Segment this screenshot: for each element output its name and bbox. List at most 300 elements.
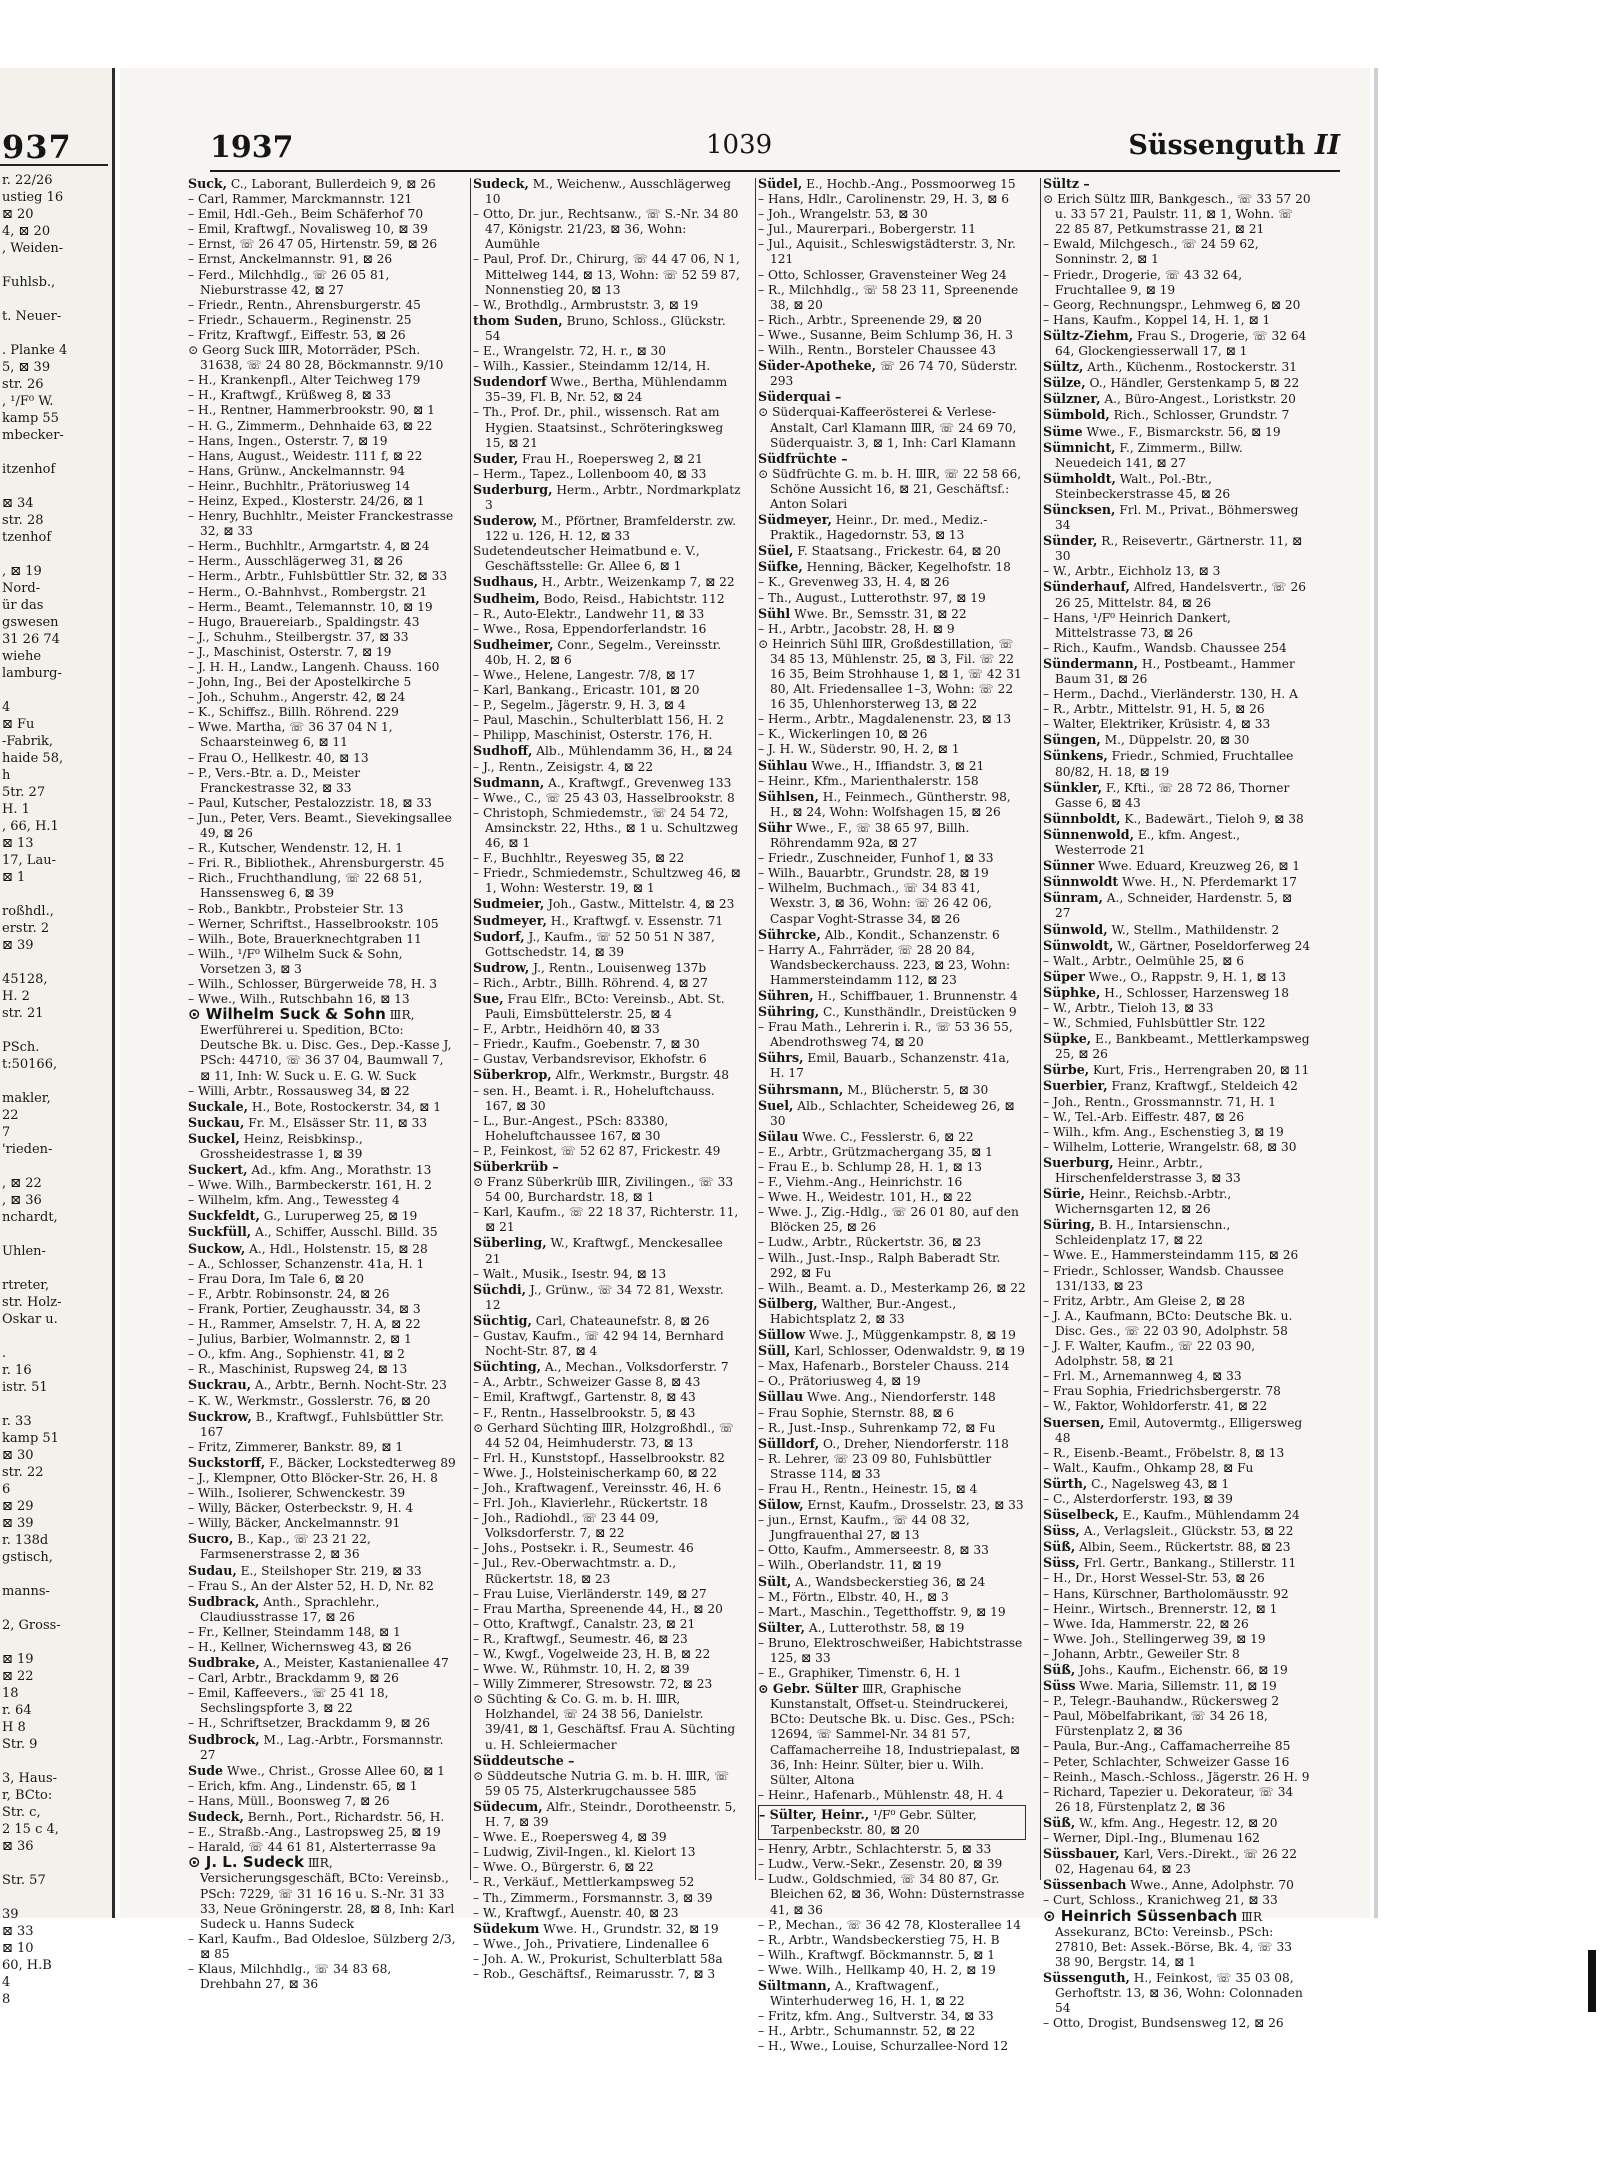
- entry-text: – Wilh., Oberlandstr. 11, ⊠ 19: [758, 1558, 942, 1573]
- directory-entry: [758, 1160, 1026, 1175]
- directory-entry: [473, 1481, 741, 1496]
- directory-entry: [758, 1129, 1026, 1145]
- directory-entry: [473, 1906, 741, 1921]
- entry-text: Wwe. J., Müggenkampstr. 8, ⊠ 19: [805, 1328, 1016, 1343]
- directory-entry: [473, 359, 741, 374]
- directory-entry: [1043, 1662, 1311, 1678]
- directory-entry: [188, 176, 456, 192]
- entry-text: – Harry A., Fahrräder, ☏ 28 20 84, Wandsbeckerchauss. 223, ⊠ 23, Wohn: Hammersteindamm 112, ⊠ 23: [758, 942, 1011, 987]
- entry-text: F., Zimmerm., Billw. Neuedeich 141, ⊠ 27: [1055, 440, 1243, 470]
- directory-entry: [758, 176, 1026, 192]
- entry-text: – Wwe. H., Weidestr. 101, H., ⊠ 22: [758, 1190, 973, 1205]
- entry-surname: Suckale,: [188, 1098, 248, 1114]
- entry-text: H., Kraftwgf. v. Essenstr. 71: [546, 913, 724, 928]
- directory-entry: [473, 1769, 741, 1799]
- directory-entry: [1043, 1078, 1311, 1094]
- entry-surname: Suersen,: [1043, 1414, 1105, 1430]
- directory-entry: [758, 389, 1026, 405]
- directory-entry: [473, 1022, 741, 1037]
- entry-text: – Paul, Maschin., Schulterblatt 156, H. 2: [473, 713, 724, 728]
- entry-text: G., Luruperweg 25, ⊠ 19: [259, 1209, 418, 1224]
- entry-text: – Rob., Geschäftsf., Reimarusstr. 7, ⊠ 3: [473, 1966, 716, 1981]
- entry-text: Ernst, Kaufm., Drosselstr. 23, ⊠ 33: [803, 1498, 1024, 1513]
- directory-entry: [473, 207, 741, 252]
- entry-text: M., Düppelstr. 20, ⊠ 30: [1100, 733, 1250, 748]
- entry-surname: Süß,: [1043, 1662, 1076, 1677]
- directory-entry: [473, 929, 741, 960]
- directory-entry: [188, 1855, 456, 1931]
- entry-surname: Sühl: [758, 605, 791, 621]
- entry-text: – Frl. M., Arnemannweg 4, ⊠ 33: [1043, 1369, 1242, 1384]
- directory-entry: [1043, 1617, 1311, 1632]
- entry-text: – Frau Math., Lehrerin i. R., ☏ 53 36 55, Abendrothsweg 74, ⊠ 20: [758, 1020, 1013, 1050]
- entry-surname: Süß,: [1043, 1539, 1076, 1555]
- directory-entry: [758, 1389, 1026, 1405]
- directory-entry: [758, 820, 1026, 851]
- directory-entry: [1043, 1632, 1311, 1647]
- entry-text: H., Postbeamt., Hammer Baum 31, ⊠ 26: [1055, 656, 1295, 686]
- directory-entry: [188, 313, 456, 328]
- column-2: [473, 176, 741, 1981]
- directory-entry: [1043, 1217, 1311, 1248]
- directory-entry: [473, 1159, 741, 1175]
- header-roman-numeral: II: [1314, 130, 1340, 161]
- directory-entry: [473, 1390, 741, 1405]
- directory-entry: [1043, 375, 1311, 391]
- entry-text: – Fritz, Kraftwgf., Eiffestr. 53, ⊠ 26: [188, 327, 406, 342]
- entry-text: – R., Arbtr., Mittelstr. 91, H. 5, ⊠ 26: [1043, 702, 1265, 717]
- entry-text: – Wwe. E., Roepersweg 4, ⊠ 39: [473, 1830, 667, 1845]
- directory-entry: [188, 328, 456, 343]
- entry-text: H., Schlosser, Harzensweg 18: [1100, 985, 1289, 1000]
- entry-text: – Heinr., Wirtsch., Brennerstr. 12, ⊠ 1: [1043, 1601, 1278, 1616]
- entry-text: – F., Arbtr. Robinsonstr. 24, ⊠ 26: [188, 1286, 390, 1301]
- entry-surname: Suckfeldt,: [188, 1208, 260, 1224]
- entry-text: – R., Arbtr., Wandsbeckerstieg 75, H. B: [758, 1932, 1000, 1947]
- directory-entry: [188, 539, 456, 554]
- entry-text: – Peter, Schlachter, Schweizer Gasse 16: [1043, 1754, 1290, 1769]
- directory-entry: [188, 1794, 456, 1809]
- directory-entry: [188, 977, 456, 992]
- directory-entry: [758, 237, 1026, 267]
- entry-text: – Wwe. Martha, ☏ 36 37 04 N 1, Schaarsteinweg 6, ⊠ 11: [188, 720, 393, 750]
- entry-surname: Sühren,: [758, 987, 814, 1003]
- entry-text: Wwe. Eduard, Kreuzweg 26, ⊠ 1: [1094, 859, 1301, 874]
- entry-text: – Otto, Kraftwgf., Canalstr. 23, ⊠ 21: [473, 1616, 696, 1631]
- entry-text: Wwe., Bertha, Mühlendamm 35–39, Fl. B, Nr. 52, ⊠ 24: [485, 375, 728, 405]
- entry-surname: Sürie,: [1043, 1186, 1086, 1202]
- entry-surname: Südecum,: [473, 1798, 543, 1814]
- directory-entry: [1043, 1140, 1311, 1155]
- entry-text: – W., Faktor, Wohldorferstr. 41, ⊠ 22: [1043, 1399, 1268, 1414]
- entry-text: – Wwe. O., Bürgerstr. 6, ⊠ 22: [473, 1860, 654, 1875]
- directory-entry: [188, 1131, 456, 1162]
- entry-surname: Sültz-Ziehm,: [1043, 327, 1134, 343]
- entry-surname: Süchtig,: [473, 1312, 532, 1328]
- entry-text: W., Kraftwgf., Menckesallee 21: [485, 1236, 723, 1266]
- entry-surname: Süll,: [758, 1343, 791, 1359]
- entry-text: – Th., Prof. Dr., phil., wissensch. Rat am Hygien. Staatsinst., Schröteringksweg 15, ⊠ 21: [473, 405, 724, 450]
- directory-entry: [758, 1978, 1026, 2009]
- directory-entry: [1043, 1877, 1311, 1893]
- entry-text: – Herm., Dachd., Vierländerstr. 130, H. A: [1043, 687, 1298, 702]
- entry-text: – Jul., Maurerpari., Bobergerstr. 11: [758, 222, 976, 237]
- entry-text: Alb., Kondit., Schanzenstr. 6: [820, 927, 1000, 942]
- directory-entry: [1043, 1739, 1311, 1754]
- directory-entry: [188, 1317, 456, 1332]
- left-page-header-rule: [0, 164, 108, 166]
- entry-text: – Bruno, Elektroschweißer, Habichtstrasse 125, ⊠ 33: [758, 1635, 1023, 1665]
- entry-text: – Wwe., Wilh., Rutschbahn 16, ⊠ 13: [188, 992, 410, 1007]
- entry-text: Ad., kfm. Ang., Morathstr. 13: [247, 1163, 432, 1178]
- directory-entry: [758, 1513, 1026, 1543]
- entry-surname: Südmeyer,: [758, 512, 832, 528]
- entry-text: – Joh., Wrangelstr. 53, ⊠ 30: [758, 207, 928, 222]
- directory-entry: [473, 683, 741, 698]
- directory-entry: [1043, 533, 1311, 564]
- entry-text: – Wwe. Joh., Stellingerweg 39, ⊠ 19: [1043, 1631, 1266, 1646]
- directory-entry: [758, 1452, 1026, 1482]
- directory-entry: [1043, 1587, 1311, 1602]
- entry-surname: Süssenbach: [1043, 1877, 1127, 1893]
- entry-text: – Wilh., Bote, Brauerknechtgraben 11: [188, 931, 422, 946]
- entry-surname: ⊙ Heinrich Süssenbach: [1043, 1906, 1238, 1925]
- entry-text: – W., Schmied, Fuhlsbüttler Str. 122: [1043, 1016, 1266, 1031]
- directory-entry: [1043, 1369, 1311, 1384]
- directory-entry: [188, 1501, 456, 1516]
- directory-entry: [758, 283, 1026, 313]
- directory-entry: [758, 543, 1026, 559]
- entry-text: – Friedr., Drogerie, ☏ 43 32 64, Fruchtallee 9, ⊠ 19: [1043, 267, 1243, 297]
- entry-text: C., Laborant, Bullerdeich 9, ⊠ 26: [227, 177, 436, 191]
- entry-text: Emil, Bauarb., Schanzenstr. 41a, H. 17: [770, 1051, 1010, 1081]
- directory-entry: [1043, 440, 1311, 471]
- directory-entry: [758, 1681, 1026, 1788]
- entry-surname: ⊙ J. L. Sudeck: [188, 1853, 305, 1872]
- entry-surname: Sudhaus,: [473, 574, 539, 590]
- entry-text: – Reinh., Masch.-Schloss., Jägerstr. 26 H. 9: [1043, 1769, 1310, 1784]
- directory-entry: [188, 1625, 456, 1640]
- directory-entry: [188, 841, 456, 856]
- entry-text: – A., Schlosser, Schanzenstr. 41a, H. 1: [188, 1256, 425, 1271]
- entry-surname: Suerburg,: [1043, 1154, 1114, 1170]
- directory-entry: [473, 806, 741, 851]
- entry-text: A., Meister, Kastanienallee 47: [259, 1656, 449, 1671]
- entry-text: – Rob., Bankbtr., Probsteier Str. 13: [188, 901, 404, 916]
- entry-text: – O., kfm. Ang., Sophienstr. 41, ⊠ 2: [188, 1347, 405, 1362]
- entry-surname: Sührcke,: [758, 926, 821, 942]
- entry-text: – Joh., Schuhm., Angerstr. 42, ⊠ 24: [188, 690, 406, 705]
- directory-entry: [758, 1082, 1026, 1098]
- directory-entry: [188, 1377, 456, 1393]
- entry-text: – Joh., Rentn., Grossmannstr. 71, H. 1: [1043, 1094, 1276, 1109]
- directory-entry: [473, 1845, 741, 1860]
- entry-text: ⊙ Südfrüchte G. m. b. H. ⅢR, ☏ 22 58 66, Schöne Aussicht 16, ⊠ 21, Geschäftsf.: Anton Solari: [758, 466, 1022, 511]
- directory-entry: [473, 1677, 741, 1692]
- column-4: [1043, 176, 1311, 2031]
- directory-entry: [188, 1962, 456, 1992]
- entry-surname: thom Suden,: [473, 312, 563, 328]
- directory-entry: [1043, 268, 1311, 298]
- entry-surname: Sühlau: [758, 757, 808, 773]
- entry-text: – Paul, Möbelfabrikant, ☏ 34 26 18, Fürstenplatz 2, ⊠ 36: [1043, 1709, 1268, 1739]
- directory-entry: [473, 1921, 741, 1937]
- entry-surname: Suder,: [473, 450, 519, 466]
- directory-entry: [473, 622, 741, 637]
- directory-entry: [473, 252, 741, 297]
- directory-entry: [758, 405, 1026, 450]
- directory-entry: [1043, 298, 1311, 313]
- directory-entry: [758, 2039, 1026, 2054]
- entry-text: – Wwe. W., Rühmstr. 10, H. 2, ⊠ 39: [473, 1662, 690, 1677]
- directory-entry: [473, 1602, 741, 1617]
- entry-text: Heinz, Reisbkinsp., Grossheidestrasse 1, ⊠ 39: [200, 1131, 363, 1161]
- directory-entry: [188, 554, 456, 569]
- entry-text: – Rich., Arbtr., Billh. Röhrend. 4, ⊠ 27: [473, 975, 708, 990]
- entry-text: Frau S., Drogerie, ☏ 32 64 64, Glockengiesserwall 17, ⊠ 1: [1055, 328, 1307, 359]
- entry-text: – H. G., Zimmerm., Dehnhaide 63, ⊠ 22: [188, 418, 433, 433]
- entry-surname: Süder-Apotheke,: [758, 358, 877, 374]
- directory-entry: [473, 1860, 741, 1875]
- entry-text: – Wwe., Susanne, Beim Schlump 36, H. 3: [758, 327, 1014, 342]
- entry-text: – Hans, Hdlr., Carolinenstr. 29, H. 3, ⊠ 6: [758, 192, 1009, 207]
- entry-text: E., Kaufm., Mühlendamm 24: [1118, 1508, 1300, 1523]
- entry-text: – Frau E., b. Schlump 28, H. 1, ⊠ 13: [758, 1160, 983, 1174]
- entry-surname: Sünderhauf,: [1043, 579, 1130, 595]
- entry-surname: Suckfüll,: [188, 1224, 252, 1240]
- directory-entry: [758, 866, 1026, 881]
- directory-entry: [758, 1327, 1026, 1343]
- entry-text: – Fri. R., Bibliothek., Ahrensburgerstr. 45: [188, 856, 445, 871]
- directory-entry: [188, 449, 456, 464]
- entry-text: – Wwe. E., Hammersteindamm 115, ⊠ 26: [1043, 1248, 1299, 1263]
- column-divider: [1040, 178, 1041, 1880]
- entry-text: – Paul, Prof. Dr., Chirurg, ☏ 44 47 06, N 1, Mittelweg 144, ⊠ 13, Wohn: ☏ 52 59 87, Nonnenstieg 20, ⊠ 13: [473, 252, 740, 297]
- directory-entry: [1043, 1461, 1311, 1476]
- directory-entry: [473, 451, 741, 467]
- entry-surname: Süngen,: [1043, 732, 1101, 748]
- directory-entry: [1043, 732, 1311, 748]
- directory-entry: [1043, 1476, 1311, 1492]
- entry-text: ⊙ Gerhard Süchting ⅢR, Holzgroßhdl., ☏ 44 52 04, Heimhuderstr. 73, ⊠ 13: [473, 1420, 735, 1450]
- entry-text: Bruno, Schloss., Glückstr. 54: [485, 313, 726, 343]
- directory-entry: [1043, 1095, 1311, 1110]
- entry-text: – Rich., Kaufm., Wandsb. Chaussee 254: [1043, 640, 1287, 655]
- directory-entry: [473, 298, 741, 313]
- entry-text: – Friedr., Schauerm., Reginenstr. 25: [188, 312, 412, 327]
- entry-surname: Sümholdt,: [1043, 470, 1116, 486]
- column-3: [758, 176, 1026, 2054]
- entry-text: – Wwe., Helene, Langestr. 7/8, ⊠ 17: [473, 668, 696, 682]
- entry-surname: Suel,: [758, 1097, 794, 1113]
- entry-text: C., Kunsthändlr., Dreistücken 9: [819, 1005, 1017, 1020]
- directory-entry: [188, 1099, 456, 1115]
- entry-text: E., Steilshoper Str. 219, ⊠ 33: [236, 1563, 422, 1578]
- entry-surname: ⊙ Wilhelm Suck & Sohn: [188, 1005, 386, 1024]
- entry-text: – Herm., Arbtr., Magdalenenstr. 23, ⊠ 13: [758, 712, 1012, 727]
- directory-entry: [473, 1952, 741, 1967]
- directory-entry: [188, 1347, 456, 1362]
- directory-entry: [758, 2024, 1026, 2039]
- directory-entry: [1043, 938, 1311, 954]
- directory-entry: [1043, 1016, 1311, 1031]
- directory-entry: [1043, 780, 1311, 811]
- entry-text: – Fr., Kellner, Steindamm 148, ⊠ 1: [188, 1624, 401, 1639]
- directory-entry: [188, 1686, 456, 1716]
- entry-text: J., Grünw., ☏ 34 72 81, Wexstr. 12: [485, 1282, 724, 1312]
- directory-entry: [473, 913, 741, 929]
- entry-text: – Friedr., Schlosser, Wandsb. Chaussee 131/133, ⊠ 23: [1043, 1263, 1284, 1293]
- entry-surname: Sülter,: [758, 1619, 805, 1635]
- directory-entry: [758, 343, 1026, 358]
- directory-entry: [188, 585, 456, 600]
- entry-text: ⅢR, Graphische Kunstanstalt, Offset-u. Steindruckerei, BCto: Deutsche Bk. u. Disc. Ges., PSch: 12694, ☏ Sammel-Nr. 34 81 57, Caffamacherreihe 18, Industriepalast, ⊠ 36, Inh: Heinr. Sülter, bier u. Wilh. Sülter, Altona: [770, 1682, 1020, 1787]
- directory-entry: [758, 1406, 1026, 1421]
- directory-entry: [1043, 237, 1311, 267]
- directory-entry: [758, 512, 1026, 543]
- entry-text: M., Blücherstr. 5, ⊠ 30: [843, 1082, 989, 1097]
- directory-entry: [758, 268, 1026, 283]
- entry-text: O., Dreher, Niendorferstr. 118: [819, 1436, 1009, 1451]
- entry-text: – Hugo, Brauereiarb., Spaldingstr. 43: [188, 614, 420, 629]
- entry-text: Wwe. Maria, Sillemstr. 11, ⊠ 19: [1075, 1679, 1277, 1694]
- entry-text: Alb., Schlachter, Scheideweg 26, ⊠ 30: [770, 1098, 1015, 1128]
- entry-text: Conr., Segelm., Vereinsstr. 40b, H. 2, ⊠ 6: [485, 637, 722, 667]
- entry-text: – John, Ing., Bei der Apostelkirche 5: [188, 675, 412, 690]
- entry-text: – F., Arbtr., Heidhörn 40, ⊠ 33: [473, 1022, 660, 1037]
- directory-entry: [1043, 1110, 1311, 1125]
- directory-entry: [473, 591, 741, 607]
- entry-text: – W., Kwgf., Vogelweide 23, H. B, ⊠ 22: [473, 1647, 711, 1661]
- entry-text: – Frau Dora, Im Tale 6, ⊠ 20: [188, 1271, 364, 1286]
- directory-entry: [1043, 328, 1311, 359]
- entry-text: ⊙ Süddeutsche Nutria G. m. b. H. ⅢR, ☏ 59 05 75, Alsterkrugchaussee 585: [473, 1768, 730, 1798]
- directory-entry: [188, 1362, 456, 1377]
- entry-surname: Sudendorf: [473, 374, 547, 390]
- directory-entry: [1043, 656, 1311, 687]
- entry-text: – Wilh., Isolierer, Schwenckestr. 39: [188, 1486, 406, 1501]
- directory-entry: [758, 622, 1026, 637]
- entry-text: – Wilhelm, Buchmach., ☏ 34 83 41, Wexstr. 3, ⊠ 36, Wohn: ☏ 26 42 06, Caspar Voght-Strasse 34, ⊠ 26: [758, 881, 992, 926]
- directory-entry: [188, 509, 456, 539]
- entry-surname: Sülzner,: [1043, 391, 1101, 407]
- directory-entry: [1043, 1571, 1311, 1586]
- entry-text: – Fritz, Zimmerer, Bankstr. 89, ⊠ 1: [188, 1439, 404, 1454]
- directory-entry: [188, 932, 456, 947]
- entry-text: – A., Arbtr., Schweizer Gasse 8, ⊠ 43: [473, 1375, 701, 1390]
- entry-text: – Jun., Peter, Vers. Beamt., Sievekingsallee 49, ⊠ 26: [188, 810, 452, 841]
- directory-entry: [188, 1084, 456, 1099]
- entry-surname: Sünwoldt,: [1043, 937, 1114, 953]
- directory-entry: [188, 1162, 456, 1178]
- directory-entry: [473, 176, 741, 207]
- entry-text: – F., Buchhltr., Reyesweg 35, ⊠ 22: [473, 851, 685, 866]
- directory-entry: [473, 467, 741, 482]
- entry-text: – Ludw., Arbtr., Rückertstr. 36, ⊠ 23: [758, 1235, 982, 1250]
- entry-text: – R., Kraftwgf., Seumestr. 46, ⊠ 23: [473, 1631, 688, 1646]
- directory-entry: [758, 1296, 1026, 1327]
- directory-entry: [188, 1579, 456, 1594]
- directory-entry: [1043, 502, 1311, 533]
- directory-entry: [758, 727, 1026, 742]
- directory-entry: [473, 1329, 741, 1359]
- entry-text: Kurt, Fris., Herrengraben 20, ⊠ 11: [1089, 1063, 1310, 1078]
- directory-entry: [1043, 1970, 1311, 2016]
- entry-text: – Friedr., Kaufm., Goebenstr. 7, ⊠ 30: [473, 1037, 700, 1052]
- directory-entry: [473, 728, 741, 743]
- directory-entry: [758, 1788, 1026, 1803]
- directory-entry: [758, 192, 1026, 207]
- entry-text: – Th., August., Lutterothstr. 97, ⊠ 19: [758, 590, 986, 605]
- entry-text: – H., Rammer, Amselstr. 7, H. A, ⊠ 22: [188, 1317, 421, 1332]
- header-rule: [210, 170, 1340, 172]
- directory-entry: [188, 1531, 456, 1562]
- entry-text: – Wilh., Kassier., Steindamm 12/14, H.: [473, 359, 711, 374]
- entry-text: Wwe., Anne, Adolphstr. 70: [1126, 1878, 1294, 1893]
- directory-entry: [188, 1825, 456, 1840]
- directory-entry: [1043, 1186, 1311, 1217]
- entry-surname: Sudheim,: [473, 590, 540, 606]
- entry-text: Heinr., Reichsb.-Arbtr., Wichernsgarten 12, ⊠ 26: [1055, 1187, 1232, 1217]
- entry-surname: Sündermann,: [1043, 655, 1139, 671]
- directory-entry: [188, 1193, 456, 1208]
- entry-text: – W., Arbtr., Eichholz 13, ⊠ 3: [1043, 564, 1221, 579]
- entry-text: – Joh., Kraftwagenf., Vereinsstr. 46, H. 6: [473, 1480, 722, 1495]
- entry-text: Wwe. H., N. Pferdemarkt 17: [1118, 875, 1297, 890]
- entry-surname: Süper: [1043, 968, 1085, 984]
- entry-text: – Frau Sophia, Friedrichsbergerstr. 78: [1043, 1384, 1281, 1399]
- left-page-fragment: [0, 68, 115, 2007]
- directory-entry: [473, 976, 741, 991]
- entry-text: – Jul., Rev.-Oberwachtmstr. a. D., Rückertstr. 18, ⊠ 23: [473, 1556, 677, 1586]
- entry-text: H., Bote, Rostockerstr. 34, ⊠ 1: [248, 1099, 442, 1114]
- entry-text: Heinr., Arbtr., Hirschenfelderstrasse 3, ⊠ 33: [1055, 1155, 1241, 1185]
- entry-text: – Ludw., Verw.-Sekr., Zesenstr. 20, ⊠ 39: [758, 1857, 1003, 1872]
- entry-text: – P., Segelm., Jägerstr. 9, H. 3, ⊠ 4: [473, 698, 686, 713]
- entry-text: Wwe., Christ., Grosse Allee 60, ⊠ 1: [223, 1763, 445, 1778]
- entry-text: – Wilh., Schlosser, Bürgerweide 78, H. 3: [188, 976, 438, 991]
- entry-text: M., Weichenw., Ausschlägerweg 10: [485, 177, 732, 207]
- entry-text: – R. Lehrer, ☏ 23 09 80, Fuhlsbüttler Strasse 114, ⊠ 33: [758, 1451, 992, 1481]
- entry-text: Bernh., Port., Richardstr. 56, H.: [243, 1810, 445, 1825]
- directory-entry: [1043, 687, 1311, 702]
- directory-entry: [473, 1267, 741, 1282]
- entry-text: – Frank, Portier, Zeughausstr. 34, ⊠ 3: [188, 1301, 421, 1316]
- directory-entry: [1043, 1770, 1311, 1785]
- directory-entry: [1043, 2016, 1311, 2031]
- entry-surname: Sültz,: [1043, 359, 1084, 375]
- entry-text: – Friedr., Schmiedemstr., Schultzweg 46, ⊠ 1, Wohn: Westerstr. 19, ⊠ 1: [473, 866, 741, 896]
- directory-entry: [758, 559, 1026, 575]
- entry-text: – Hans, Müll., Boonsweg 7, ⊠ 26: [188, 1793, 390, 1808]
- entry-text: Alfr., Steindr., Dorotheenstr. 5, H. 7, ⊠ 39: [485, 1799, 737, 1830]
- directory-entry: [188, 1471, 456, 1486]
- directory-entry: [188, 1671, 456, 1686]
- entry-text: – J. F. Walter, Kaufm., ☏ 22 03 90, Adolphstr. 58, ⊠ 21: [1043, 1339, 1256, 1369]
- entry-text: – Hans, Grünw., Anckelmannstr. 94: [188, 463, 405, 478]
- directory-entry: [1043, 564, 1311, 579]
- entry-text: – Frau H., Rentn., Heinestr. 15, ⊠ 4: [758, 1481, 978, 1496]
- directory-entry: [758, 1359, 1026, 1374]
- directory-entry: [473, 1967, 741, 1982]
- entry-text: – Philipp, Maschinist, Osterstr. 176, H.: [473, 728, 713, 743]
- directory-entry: [188, 1640, 456, 1655]
- directory-entry: [1043, 827, 1311, 858]
- entry-text: – Werner, Schriftst., Hasselbrookstr. 105: [188, 916, 439, 931]
- directory-entry: [1043, 611, 1311, 641]
- directory-entry: [1043, 748, 1311, 779]
- entry-text: – Johann, Arbtr., Geweiler Str. 8: [1043, 1646, 1240, 1661]
